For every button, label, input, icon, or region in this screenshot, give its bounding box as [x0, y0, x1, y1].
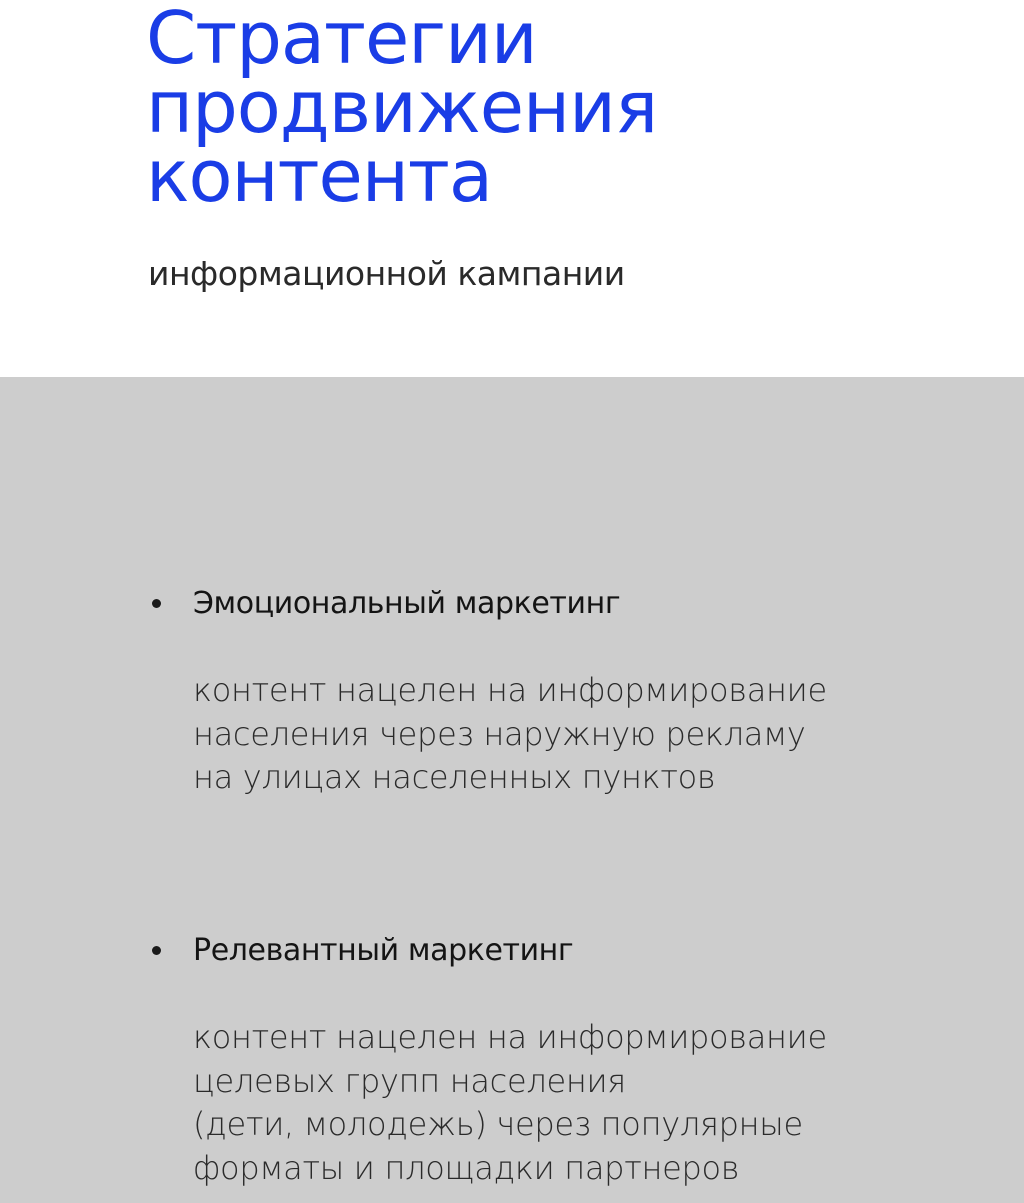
list-item-description: [193, 669, 827, 800]
page-title-line: продвижения: [146, 65, 658, 149]
content-panel: [0, 377, 1024, 1203]
header-section: [0, 0, 1024, 377]
description-line: форматы и площадки партнеров: [193, 1148, 740, 1187]
description-line: (дети, молодежь) через популярные: [193, 1105, 803, 1143]
page-title: [146, 0, 658, 218]
description-line: целевых групп населения: [193, 1061, 626, 1100]
list-item-title: Релевантный маркетинг: [193, 933, 574, 968]
page-subtitle: информационной кампании: [148, 254, 625, 293]
list-item-title: Эмоциональный маркетинг: [193, 586, 621, 621]
page-title-line: контента: [146, 134, 492, 218]
description-line: контент нацелен на информирование: [193, 671, 827, 709]
bullet-icon: [152, 599, 161, 608]
description-line: населения через наружную рекламу: [193, 714, 806, 753]
bullet-icon: [152, 946, 161, 955]
list-item-description: [193, 1016, 827, 1190]
description-line: контент нацелен на информирование: [193, 1018, 827, 1056]
description-line: на улицах населенных пунктов: [193, 758, 716, 796]
page-title-line: Стратегии: [146, 0, 537, 80]
